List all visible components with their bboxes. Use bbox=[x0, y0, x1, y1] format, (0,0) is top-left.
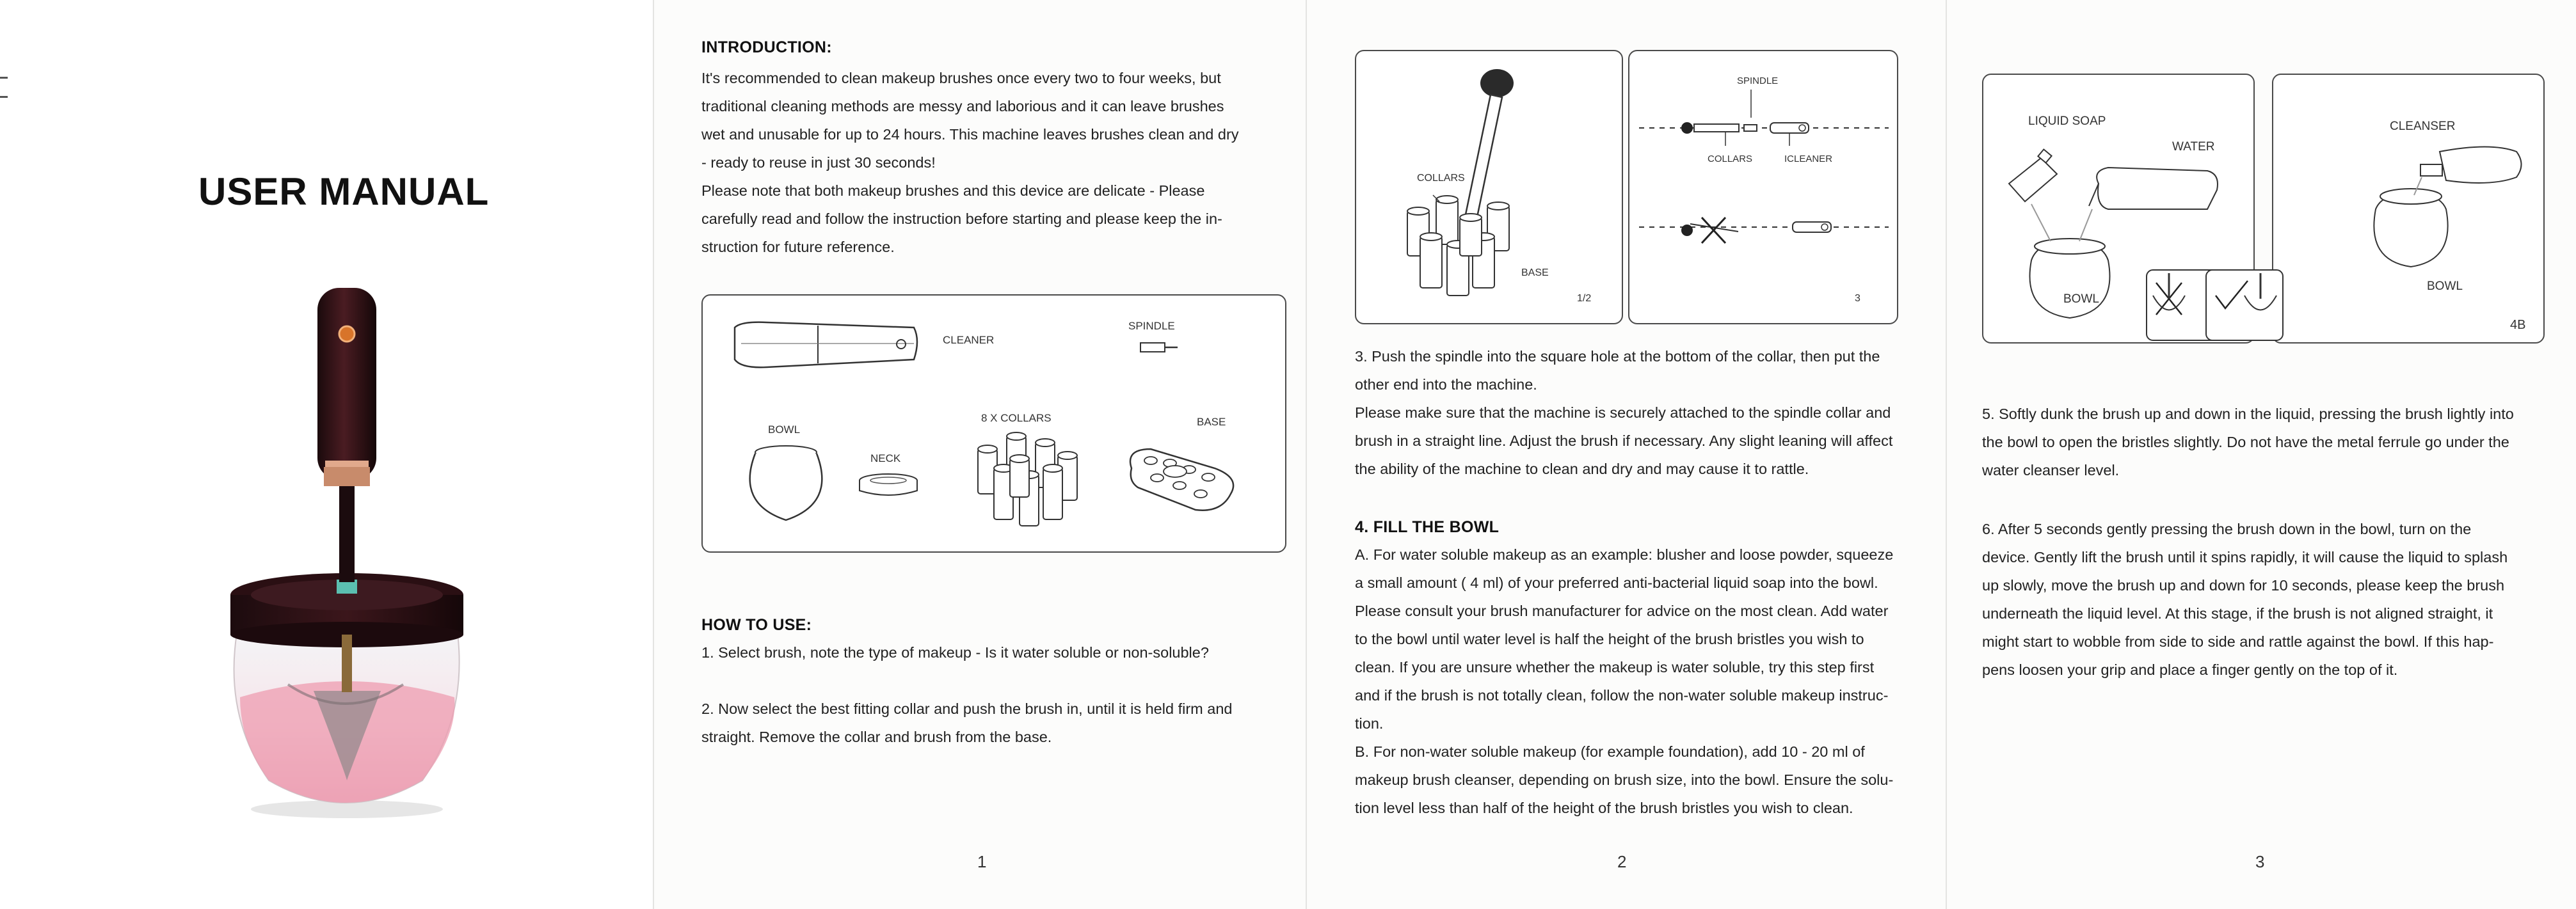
text-line: straight. Remove the collar and brush from the base. bbox=[701, 729, 1052, 745]
base-label: BASE bbox=[1197, 416, 1226, 428]
text-line: 5. Softly dunk the brush up and down in the liquid, pressing the brush lightly into bbox=[1982, 406, 2514, 422]
liquid-soap-label: LIQUID SOAP bbox=[2028, 115, 2106, 128]
water-label: WATER bbox=[2172, 140, 2215, 154]
text-line: brush in a straight line. Adjust the brush if necessary. Any slight leaning will affect bbox=[1355, 432, 1893, 449]
intro-heading: INTRODUCTION: bbox=[701, 38, 832, 56]
neck-illustration bbox=[856, 471, 927, 503]
brush-cleaner-device-illustration bbox=[211, 275, 480, 825]
figure-caption: 4B bbox=[2510, 318, 2526, 332]
spindle-label: SPINDLE bbox=[1128, 320, 1175, 332]
figure-caption: 3 bbox=[1855, 293, 1860, 304]
text-line: water cleanser level. bbox=[1982, 462, 2120, 478]
cover-title: USER MANUAL bbox=[198, 170, 490, 213]
text-line: the ability of the machine to clean and dry and may cause it to rattle. bbox=[1355, 461, 1809, 477]
text-line: Please make sure that the machine is securely attached to the spindle collar and bbox=[1355, 404, 1891, 421]
cleaner-label: ICLEANER bbox=[1784, 154, 1833, 164]
text-line: up slowly, move the brush up and down for 10 seconds, please keep the brush bbox=[1982, 577, 2505, 594]
text-line: carefully read and follow the instruction before starting and please keep the in- bbox=[701, 210, 1222, 227]
text-line: a small amount ( 4 ml) of your preferred anti-bacterial liquid soap into the bowl. bbox=[1355, 574, 1878, 591]
text-line: A. For water soluble makeup as an example: blusher and loose powder, squeeze bbox=[1355, 546, 1894, 563]
text-line: and if the brush is not totally clean, follow the non-water soluble makeup instruc- bbox=[1355, 687, 1889, 704]
text-line: the bowl to open the bristles slightly. Do not have the metal ferrule go under the bbox=[1982, 434, 2509, 450]
manual-page-1 bbox=[653, 0, 1306, 909]
step-4-paragraph bbox=[1355, 541, 1931, 822]
step-6-paragraph bbox=[1982, 515, 2558, 684]
text-line: wet and unusable for up to 24 hours. This machine leaves brushes clean and dry bbox=[701, 126, 1239, 143]
figure-4b-non-water-soluble bbox=[2272, 74, 2545, 344]
text-line: underneath the liquid level. At this stage, if the brush is not aligned straight, it bbox=[1982, 605, 2493, 622]
cleanser-label: CLEANSER bbox=[2390, 120, 2456, 133]
manual-page-3 bbox=[1946, 0, 2576, 909]
text-line: other end into the machine. bbox=[1355, 376, 1537, 393]
text-line: traditional cleaning methods are messy and laborious and it can leave brushes bbox=[701, 98, 1224, 115]
cleanser-bottle-bowl-illustration bbox=[2363, 139, 2529, 292]
text-line: might start to wobble from side to side and rattle against the bowl. If this hap- bbox=[1982, 633, 2494, 650]
cover-page bbox=[0, 0, 653, 909]
base-label: BASE bbox=[1521, 267, 1549, 278]
text-line: struction for future reference. bbox=[701, 239, 895, 255]
collars-label: COLLARS bbox=[1708, 154, 1753, 164]
text-line: makeup brush cleanser, depending on brush size, into the bowl. Ensure the solu- bbox=[1355, 771, 1894, 788]
text-line: Please note that both makeup brushes and this device are delicate - Please bbox=[701, 182, 1205, 199]
intro-paragraph bbox=[701, 64, 1277, 261]
text-line: 6. After 5 seconds gently pressing the brush down in the bowl, turn on the bbox=[1982, 521, 2472, 537]
page-number: 2 bbox=[1617, 852, 1627, 871]
text-line: - ready to reuse in just 30 seconds! bbox=[701, 154, 936, 171]
howto-steps bbox=[701, 638, 1284, 751]
spindle-label: SPINDLE bbox=[1737, 75, 1779, 86]
howto-heading: HOW TO USE: bbox=[701, 616, 812, 634]
bowl-label: BOWL bbox=[2427, 280, 2463, 293]
text-line: pens loosen your grip and place a finger gently on the top of it. bbox=[1982, 661, 2398, 678]
manual-page-2 bbox=[1306, 0, 1946, 909]
text-line: B. For non-water soluble makeup (for example foundation), add 10 - 20 ml of bbox=[1355, 743, 1865, 760]
text-line: tion. bbox=[1355, 715, 1384, 732]
step-1: 1. Select brush, note the type of makeup - Is it water soluble or non-soluble? bbox=[701, 644, 1209, 661]
spindle-illustration bbox=[1138, 339, 1183, 358]
step-4-heading: 4. FILL THE BOWL bbox=[1355, 518, 1500, 536]
collars-label: COLLARS bbox=[1417, 173, 1465, 184]
text-line: clean. If you are unsure whether the makeup is water soluble, try this step first bbox=[1355, 659, 1875, 676]
text-line: It's recommended to clean makeup brushes once every two to four weeks, but bbox=[701, 70, 1221, 86]
step-5-paragraph bbox=[1982, 400, 2558, 484]
cleaner-label: CLEANER bbox=[943, 334, 995, 346]
page-number: 1 bbox=[977, 852, 987, 871]
step-3-paragraph bbox=[1355, 342, 1931, 483]
collars-label: 8 X COLLARS bbox=[981, 412, 1052, 424]
spindle-alignment-illustration bbox=[1639, 90, 1889, 256]
collars-illustration bbox=[972, 430, 1087, 539]
text-line: device. Gently lift the brush until it spins rapidly, it will cause the liquid to splash bbox=[1982, 549, 2508, 565]
base-illustration bbox=[1119, 423, 1247, 526]
cleaner-illustration bbox=[728, 315, 933, 379]
text-line: 3. Push the spindle into the square hole at the bottom of the collar, then put the bbox=[1355, 348, 1880, 365]
page-number: 3 bbox=[2255, 852, 2265, 871]
edge-mark bbox=[0, 96, 8, 98]
bowl-label: BOWL bbox=[2063, 292, 2099, 306]
text-line: to the bowl until water level is half the height of the brush bristles you wish to bbox=[1355, 631, 1864, 647]
figure-spindle-alignment bbox=[1628, 50, 1898, 324]
edge-mark bbox=[0, 77, 8, 79]
text-line: 2. Now select the best fitting collar and push the brush in, until it is held firm and bbox=[701, 700, 1233, 717]
neck-label: NECK bbox=[870, 452, 901, 464]
text-line: Please consult your brush manufacturer for advice on the most clean. Add water bbox=[1355, 603, 1889, 619]
figure-caption: 1/2 bbox=[1577, 293, 1592, 304]
bowl-illustration bbox=[741, 439, 831, 529]
bowl-label: BOWL bbox=[768, 423, 801, 436]
parts-diagram bbox=[701, 294, 1286, 553]
text-line: tion level less than half of the height of the brush bristles you wish to clean. bbox=[1355, 800, 1853, 816]
figure-collar-insert bbox=[1355, 50, 1623, 324]
